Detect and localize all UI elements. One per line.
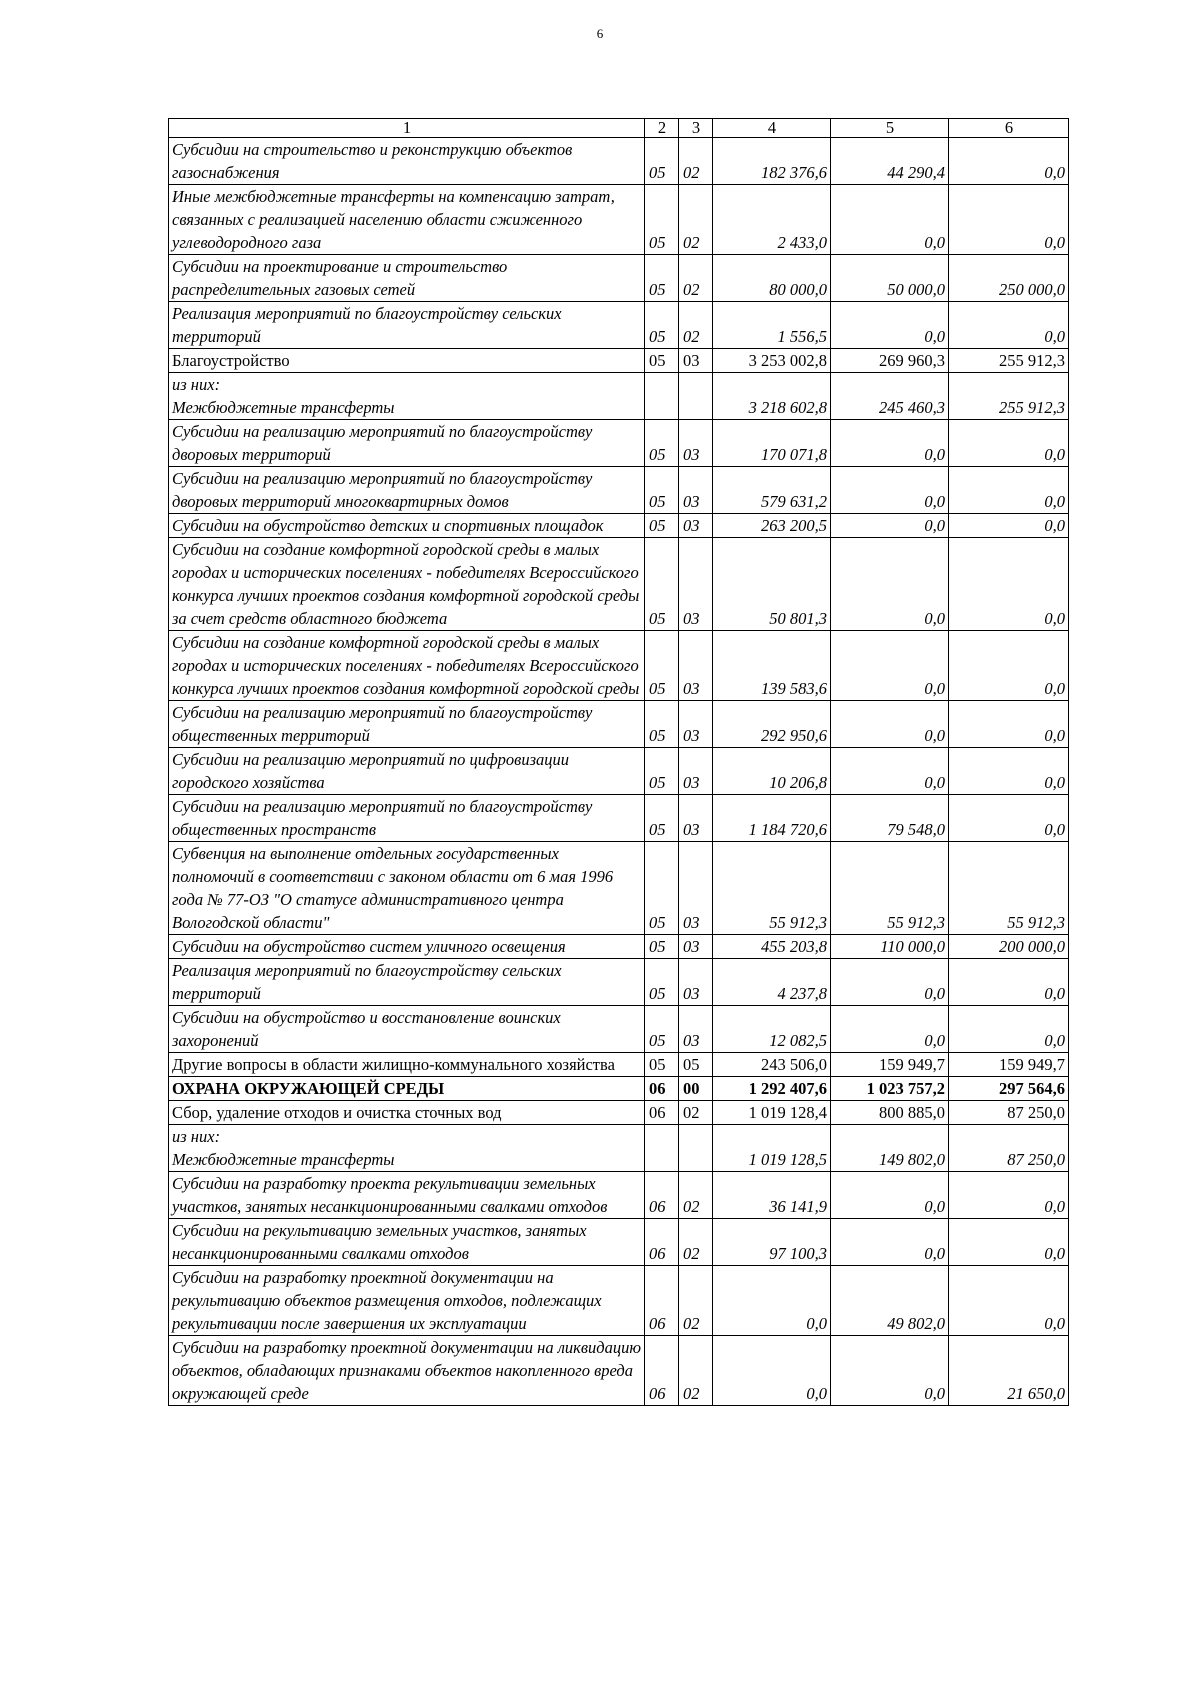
- row-value-col6: 0,0: [949, 631, 1069, 701]
- row-section-code: 05: [645, 795, 679, 842]
- header-col-1: 1: [169, 119, 645, 138]
- row-value-col5: 0,0: [831, 959, 949, 1006]
- header-col-2: 2: [645, 119, 679, 138]
- row-name: Субсидии на обустройство и восстановление воинских захоронений: [169, 1006, 645, 1053]
- row-subsection-code: 03: [679, 795, 713, 842]
- row-value-col6: 0,0: [949, 701, 1069, 748]
- row-name: Субсидии на разработку проектной документации на ликвидацию объектов, обладающих признаками объектов накопленного вреда окружающей среде: [169, 1336, 645, 1406]
- table-row: [169, 935, 1069, 959]
- row-value-col5: 0,0: [831, 302, 949, 349]
- row-section-code: 05: [645, 514, 679, 538]
- table-row: [169, 349, 1069, 373]
- table-row: [169, 255, 1069, 302]
- row-value-col6: 55 912,3: [949, 842, 1069, 935]
- row-subsection-code: [679, 373, 713, 420]
- row-value-col5: 1 023 757,2: [831, 1077, 949, 1101]
- row-value-col4: 0,0: [713, 1336, 831, 1406]
- row-subsection-code: 03: [679, 631, 713, 701]
- row-value-col4: 455 203,8: [713, 935, 831, 959]
- row-value-col5: 159 949,7: [831, 1053, 949, 1077]
- row-subsection-code: 02: [679, 1101, 713, 1125]
- table-row: [169, 373, 1069, 420]
- row-value-col4: 1 556,5: [713, 302, 831, 349]
- table-row: [169, 795, 1069, 842]
- row-subsection-code: 02: [679, 1219, 713, 1266]
- row-subsection-code: 03: [679, 959, 713, 1006]
- table-row: [169, 1101, 1069, 1125]
- row-name: Субсидии на обустройство детских и спортивных площадок: [169, 514, 645, 538]
- row-value-col5: 0,0: [831, 467, 949, 514]
- row-section-code: 05: [645, 138, 679, 185]
- table-row: [169, 1125, 1069, 1172]
- row-value-col6: 0,0: [949, 959, 1069, 1006]
- row-value-col4: 50 801,3: [713, 538, 831, 631]
- row-value-col5: 0,0: [831, 748, 949, 795]
- row-section-code: 06: [645, 1172, 679, 1219]
- row-name: Субсидии на создание комфортной городской среды в малых городах и исторических поселениях - победителях Всероссийского конкурса лучших проектов создания комфортной городской среды за счет средств областного бюджета: [169, 538, 645, 631]
- row-value-col6: 21 650,0: [949, 1336, 1069, 1406]
- row-value-col5: 149 802,0: [831, 1125, 949, 1172]
- row-value-col6: 297 564,6: [949, 1077, 1069, 1101]
- row-value-col5: 79 548,0: [831, 795, 949, 842]
- table-row: [169, 1219, 1069, 1266]
- header-col-5: 5: [831, 119, 949, 138]
- header-col-6: 6: [949, 119, 1069, 138]
- row-value-col5: 0,0: [831, 1336, 949, 1406]
- row-section-code: 06: [645, 1101, 679, 1125]
- row-value-col5: 245 460,3: [831, 373, 949, 420]
- table-header-row: [169, 119, 1069, 138]
- row-name: из них: Межбюджетные трансферты: [169, 1125, 645, 1172]
- row-value-col4: 292 950,6: [713, 701, 831, 748]
- row-name: Субсидии на реализацию мероприятий по благоустройству общественных территорий: [169, 701, 645, 748]
- row-subsection-code: 03: [679, 935, 713, 959]
- row-name: Субсидии на реализацию мероприятий по благоустройству дворовых территорий многоквартирных домов: [169, 467, 645, 514]
- header-col-3: 3: [679, 119, 713, 138]
- table-row: [169, 185, 1069, 255]
- row-name: Иные межбюджетные трансферты на компенсацию затрат, связанных с реализацией населению области сжиженного углеводородного газа: [169, 185, 645, 255]
- row-name: Другие вопросы в области жилищно-коммунального хозяйства: [169, 1053, 645, 1077]
- row-subsection-code: 03: [679, 420, 713, 467]
- row-value-col4: 1 019 128,4: [713, 1101, 831, 1125]
- row-section-code: 05: [645, 935, 679, 959]
- row-subsection-code: 02: [679, 1172, 713, 1219]
- row-name: Субсидии на строительство и реконструкцию объектов газоснабжения: [169, 138, 645, 185]
- row-subsection-code: 02: [679, 185, 713, 255]
- row-subsection-code: 03: [679, 1006, 713, 1053]
- row-subsection-code: 02: [679, 1266, 713, 1336]
- row-section-code: 05: [645, 349, 679, 373]
- row-section-code: 06: [645, 1266, 679, 1336]
- row-name: Субсидии на реализацию мероприятий по благоустройству дворовых территорий: [169, 420, 645, 467]
- row-value-col6: 0,0: [949, 302, 1069, 349]
- table-row: [169, 1336, 1069, 1406]
- row-name: Реализация мероприятий по благоустройству сельских территорий: [169, 302, 645, 349]
- row-section-code: 05: [645, 748, 679, 795]
- row-value-col5: 49 802,0: [831, 1266, 949, 1336]
- row-value-col4: 10 206,8: [713, 748, 831, 795]
- table-row: [169, 959, 1069, 1006]
- row-value-col5: 44 290,4: [831, 138, 949, 185]
- row-value-col4: 2 433,0: [713, 185, 831, 255]
- row-subsection-code: 03: [679, 514, 713, 538]
- table-row: [169, 1006, 1069, 1053]
- row-name: Субсидии на рекультивацию земельных участков, занятых несанкционированными свалками отходов: [169, 1219, 645, 1266]
- row-value-col6: 0,0: [949, 1219, 1069, 1266]
- row-section-code: 05: [645, 1006, 679, 1053]
- budget-table: [168, 118, 1069, 1406]
- row-value-col5: 0,0: [831, 701, 949, 748]
- row-subsection-code: 02: [679, 302, 713, 349]
- row-name: Реализация мероприятий по благоустройству сельских территорий: [169, 959, 645, 1006]
- header-col-4: 4: [713, 119, 831, 138]
- row-subsection-code: 02: [679, 138, 713, 185]
- row-section-code: 06: [645, 1219, 679, 1266]
- row-value-col5: 0,0: [831, 185, 949, 255]
- row-value-col4: 97 100,3: [713, 1219, 831, 1266]
- row-value-col6: 200 000,0: [949, 935, 1069, 959]
- row-value-col6: 250 000,0: [949, 255, 1069, 302]
- row-section-code: 05: [645, 302, 679, 349]
- row-value-col4: 3 253 002,8: [713, 349, 831, 373]
- row-value-col6: 0,0: [949, 748, 1069, 795]
- row-value-col5: 0,0: [831, 1219, 949, 1266]
- row-value-col6: 0,0: [949, 1266, 1069, 1336]
- row-value-col4: 12 082,5: [713, 1006, 831, 1053]
- row-section-code: 05: [645, 420, 679, 467]
- row-value-col6: 87 250,0: [949, 1125, 1069, 1172]
- row-subsection-code: 02: [679, 1336, 713, 1406]
- row-name: из них: Межбюджетные трансферты: [169, 373, 645, 420]
- row-value-col4: 36 141,9: [713, 1172, 831, 1219]
- row-name: Субсидии на реализацию мероприятий по благоустройству общественных пространств: [169, 795, 645, 842]
- row-value-col6: 0,0: [949, 467, 1069, 514]
- row-value-col4: 139 583,6: [713, 631, 831, 701]
- row-value-col4: 1 184 720,6: [713, 795, 831, 842]
- table-row: [169, 748, 1069, 795]
- row-value-col5: 0,0: [831, 420, 949, 467]
- row-subsection-code: [679, 1125, 713, 1172]
- page-number: 6: [596, 26, 604, 41]
- row-value-col6: 0,0: [949, 420, 1069, 467]
- row-value-col6: 0,0: [949, 185, 1069, 255]
- table-row: [169, 1077, 1069, 1101]
- table-row: [169, 1266, 1069, 1336]
- row-name: ОХРАНА ОКРУЖАЮЩЕЙ СРЕДЫ: [169, 1077, 645, 1101]
- budget-table-body: [169, 119, 1069, 1406]
- row-value-col4: 170 071,8: [713, 420, 831, 467]
- row-section-code: 05: [645, 255, 679, 302]
- row-name: Субсидии на обустройство систем уличного освещения: [169, 935, 645, 959]
- table-row: [169, 631, 1069, 701]
- row-section-code: 05: [645, 538, 679, 631]
- table-row: [169, 538, 1069, 631]
- row-value-col6: 0,0: [949, 514, 1069, 538]
- row-name: Субсидии на проектирование и строительство распределительных газовых сетей: [169, 255, 645, 302]
- row-value-col4: 263 200,5: [713, 514, 831, 538]
- row-subsection-code: 03: [679, 467, 713, 514]
- row-section-code: [645, 1125, 679, 1172]
- table-row: [169, 514, 1069, 538]
- row-value-col5: 269 960,3: [831, 349, 949, 373]
- row-name: Благоустройство: [169, 349, 645, 373]
- row-value-col6: 255 912,3: [949, 373, 1069, 420]
- row-value-col4: 80 000,0: [713, 255, 831, 302]
- row-value-col4: 4 237,8: [713, 959, 831, 1006]
- row-section-code: 05: [645, 701, 679, 748]
- row-value-col6: 0,0: [949, 795, 1069, 842]
- row-value-col5: 0,0: [831, 631, 949, 701]
- row-value-col4: 1 292 407,6: [713, 1077, 831, 1101]
- row-value-col4: 243 506,0: [713, 1053, 831, 1077]
- row-subsection-code: 03: [679, 701, 713, 748]
- table-row: [169, 302, 1069, 349]
- row-value-col6: 87 250,0: [949, 1101, 1069, 1125]
- row-section-code: 05: [645, 631, 679, 701]
- row-subsection-code: 00: [679, 1077, 713, 1101]
- row-subsection-code: 02: [679, 255, 713, 302]
- row-section-code: 05: [645, 1053, 679, 1077]
- row-subsection-code: 05: [679, 1053, 713, 1077]
- row-value-col4: 3 218 602,8: [713, 373, 831, 420]
- row-value-col5: 0,0: [831, 1006, 949, 1053]
- row-value-col5: 0,0: [831, 538, 949, 631]
- row-name: Сбор, удаление отходов и очистка сточных вод: [169, 1101, 645, 1125]
- row-value-col4: 0,0: [713, 1266, 831, 1336]
- row-value-col5: 800 885,0: [831, 1101, 949, 1125]
- row-value-col6: 0,0: [949, 1006, 1069, 1053]
- row-name: Субсидии на реализацию мероприятий по цифровизации городского хозяйства: [169, 748, 645, 795]
- row-subsection-code: 03: [679, 748, 713, 795]
- table-row: [169, 1172, 1069, 1219]
- row-section-code: 06: [645, 1336, 679, 1406]
- row-name: Субсидии на разработку проектной документации на рекультивацию объектов размещения отходов, подлежащих рекультивации после завершения их эксплуатации: [169, 1266, 645, 1336]
- row-section-code: 06: [645, 1077, 679, 1101]
- row-section-code: 05: [645, 959, 679, 1006]
- row-section-code: 05: [645, 842, 679, 935]
- row-subsection-code: 03: [679, 842, 713, 935]
- row-value-col6: 255 912,3: [949, 349, 1069, 373]
- row-value-col5: 0,0: [831, 514, 949, 538]
- row-value-col4: 55 912,3: [713, 842, 831, 935]
- table-row: [169, 420, 1069, 467]
- table-row: [169, 701, 1069, 748]
- row-section-code: 05: [645, 467, 679, 514]
- table-row: [169, 842, 1069, 935]
- table-row: [169, 1053, 1069, 1077]
- row-subsection-code: 03: [679, 538, 713, 631]
- row-subsection-code: 03: [679, 349, 713, 373]
- table-row: [169, 467, 1069, 514]
- row-value-col6: 159 949,7: [949, 1053, 1069, 1077]
- row-value-col6: 0,0: [949, 1172, 1069, 1219]
- row-value-col6: 0,0: [949, 538, 1069, 631]
- row-value-col5: 50 000,0: [831, 255, 949, 302]
- row-value-col6: 0,0: [949, 138, 1069, 185]
- row-value-col5: 0,0: [831, 1172, 949, 1219]
- row-value-col5: 55 912,3: [831, 842, 949, 935]
- row-value-col5: 110 000,0: [831, 935, 949, 959]
- row-value-col4: 1 019 128,5: [713, 1125, 831, 1172]
- row-name: Субвенция на выполнение отдельных государственных полномочий в соответствии с законом области от 6 мая 1996 года № 77-ОЗ "О статусе административного центра Вологодской области": [169, 842, 645, 935]
- row-section-code: 05: [645, 185, 679, 255]
- row-name: Субсидии на создание комфортной городской среды в малых городах и исторических поселениях - победителях Всероссийского конкурса лучших проектов создания комфортной городской среды: [169, 631, 645, 701]
- row-section-code: [645, 373, 679, 420]
- row-value-col4: 579 631,2: [713, 467, 831, 514]
- table-row: [169, 138, 1069, 185]
- row-name: Субсидии на разработку проекта рекультивации земельных участков, занятых несанкционированными свалками отходов: [169, 1172, 645, 1219]
- row-value-col4: 182 376,6: [713, 138, 831, 185]
